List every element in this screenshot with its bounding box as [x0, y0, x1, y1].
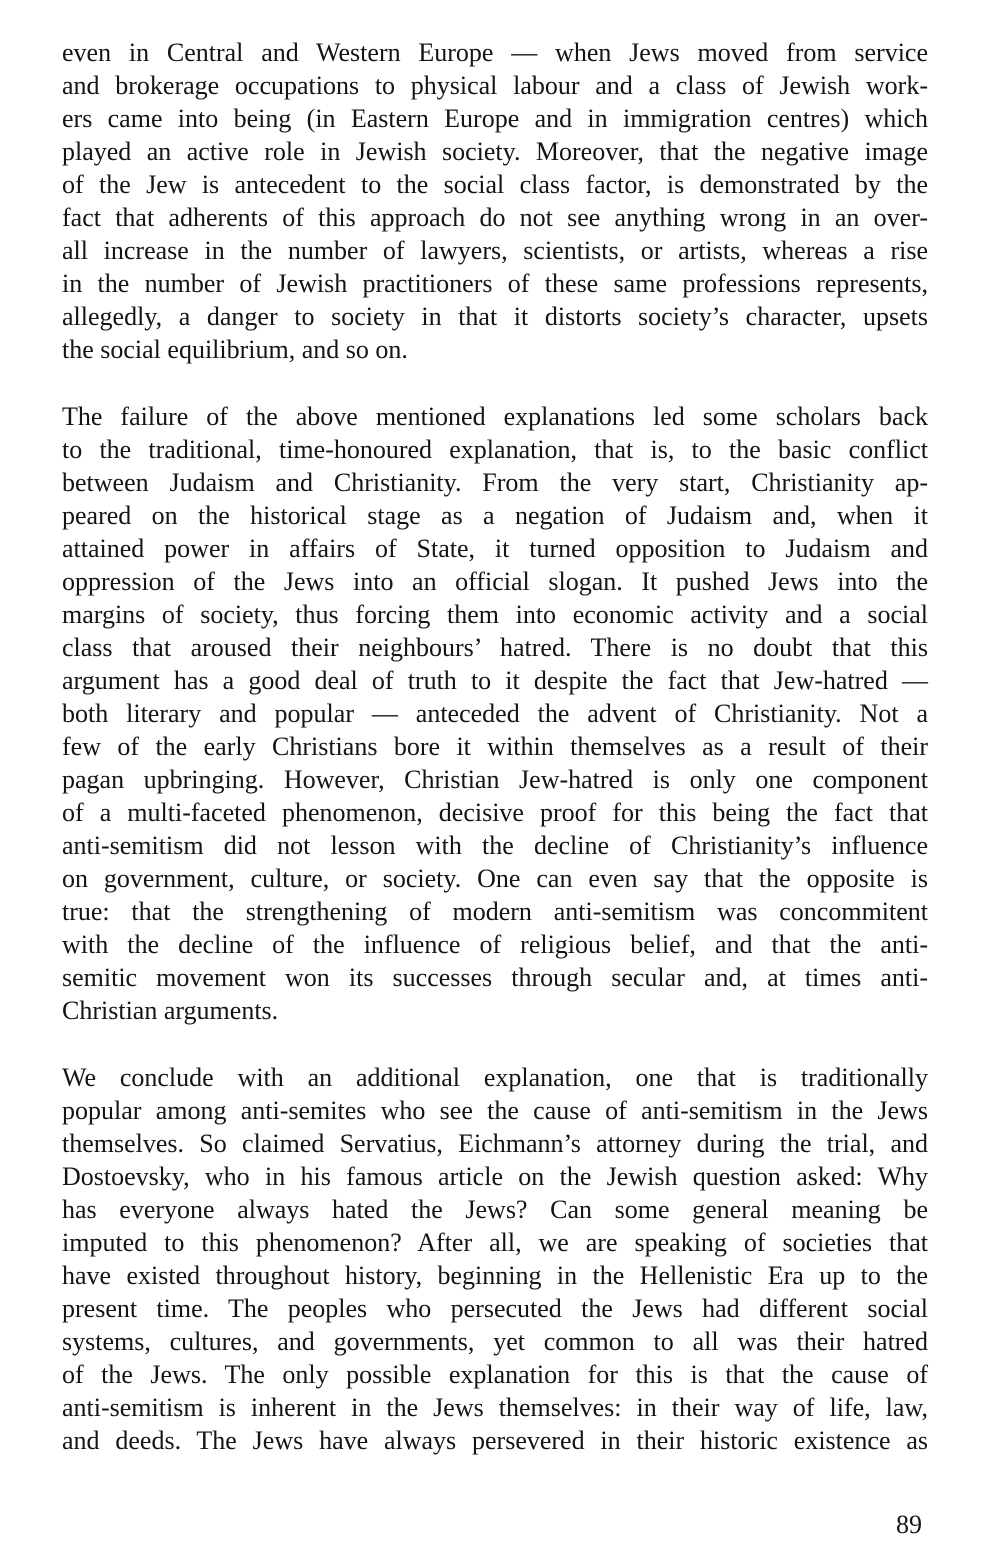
text-line: have existed throughout history, beginning in the Hellenistic Era up to the: [62, 1261, 928, 1290]
text-line: anti-semitism did not lesson with the decline of Christianity’s influence: [62, 831, 928, 860]
text-line: played an active role in Jewish society. Moreover, that the negative image: [62, 137, 928, 166]
text-line: attained power in affairs of State, it turned opposition to Judaism and: [62, 534, 928, 563]
text-line: oppression of the Jews into an official slogan. It pushed Jews into the: [62, 567, 928, 596]
text-line: of the Jews. The only possible explanation for this is that the cause of: [62, 1360, 928, 1389]
text-line: ers came into being (in Eastern Europe and in immigration centres) which: [62, 104, 928, 133]
text-line: class that aroused their neighbours’ hatred. There is no doubt that this: [62, 633, 928, 662]
text-line: of a multi-faceted phenomenon, decisive proof for this being the fact that: [62, 798, 928, 827]
text-line: true: that the strengthening of modern anti-semitism was concommitent: [62, 897, 928, 926]
text-line: systems, cultures, and governments, yet common to all was their hatred: [62, 1327, 928, 1356]
text-line: on government, culture, or society. One can even say that the opposite is: [62, 864, 928, 893]
text-line: has everyone always hated the Jews? Can some general meaning be: [62, 1195, 928, 1224]
text-line: Christian arguments.: [62, 996, 279, 1025]
text-line: all increase in the number of lawyers, scientists, or artists, whereas a rise: [62, 236, 928, 265]
paragraph: [62, 1061, 928, 1457]
text-line: margins of society, thus forcing them into economic activity and a social: [62, 600, 928, 629]
text-line: few of the early Christians bore it within themselves as a result of their: [62, 732, 928, 761]
text-line: of the Jew is antecedent to the social class factor, is demonstrated by the: [62, 170, 928, 199]
text-line: Dostoevsky, who in his famous article on the Jewish question asked: Why: [62, 1162, 928, 1191]
text-line: with the decline of the influence of religious belief, and that the anti-: [62, 930, 928, 959]
text-line: argument has a good deal of truth to it despite the fact that Jew-hatred —: [62, 666, 928, 695]
text-line: in the number of Jewish practitioners of these same professions represents,: [62, 269, 928, 298]
text-line: The failure of the above mentioned explanations led some scholars back: [62, 402, 928, 431]
page-body: [62, 36, 928, 1457]
text-line: and deeds. The Jews have always persevered in their historic existence as: [62, 1426, 928, 1455]
page-number: 89: [896, 1510, 922, 1539]
text-line: pagan upbringing. However, Christian Jew-hatred is only one component: [62, 765, 928, 794]
paragraph: [62, 400, 928, 1027]
text-line: even in Central and Western Europe — when Jews moved from service: [62, 38, 928, 67]
text-line: imputed to this phenomenon? After all, we are speaking of societies that: [62, 1228, 928, 1257]
text-line: semitic movement won its successes through secular and, at times anti-: [62, 963, 928, 992]
text-line: fact that adherents of this approach do not see anything wrong in an over-: [62, 203, 928, 232]
text-line: peared on the historical stage as a negation of Judaism and, when it: [62, 501, 928, 530]
text-line: We conclude with an additional explanation, one that is traditionally: [62, 1063, 928, 1092]
paragraph-gap: [62, 1027, 928, 1061]
text-line: between Judaism and Christianity. From the very start, Christianity ap-: [62, 468, 928, 497]
text-line: popular among anti-semites who see the cause of anti-semitism in the Jews: [62, 1096, 928, 1125]
text-line: the social equilibrium, and so on.: [62, 335, 408, 364]
text-line: themselves. So claimed Servatius, Eichmann’s attorney during the trial, and: [62, 1129, 928, 1158]
text-line: present time. The peoples who persecuted the Jews had different social: [62, 1294, 928, 1323]
text-line: to the traditional, time-honoured explanation, that is, to the basic conflict: [62, 435, 928, 464]
text-line: both literary and popular — anteceded the advent of Christianity. Not a: [62, 699, 928, 728]
text-line: anti-semitism is inherent in the Jews themselves: in their way of life, law,: [62, 1393, 928, 1422]
paragraph: [62, 36, 928, 366]
text-line: and brokerage occupations to physical labour and a class of Jewish work-: [62, 71, 928, 100]
text-line: allegedly, a danger to society in that it distorts society’s character, upsets: [62, 302, 928, 331]
paragraph-gap: [62, 366, 928, 400]
